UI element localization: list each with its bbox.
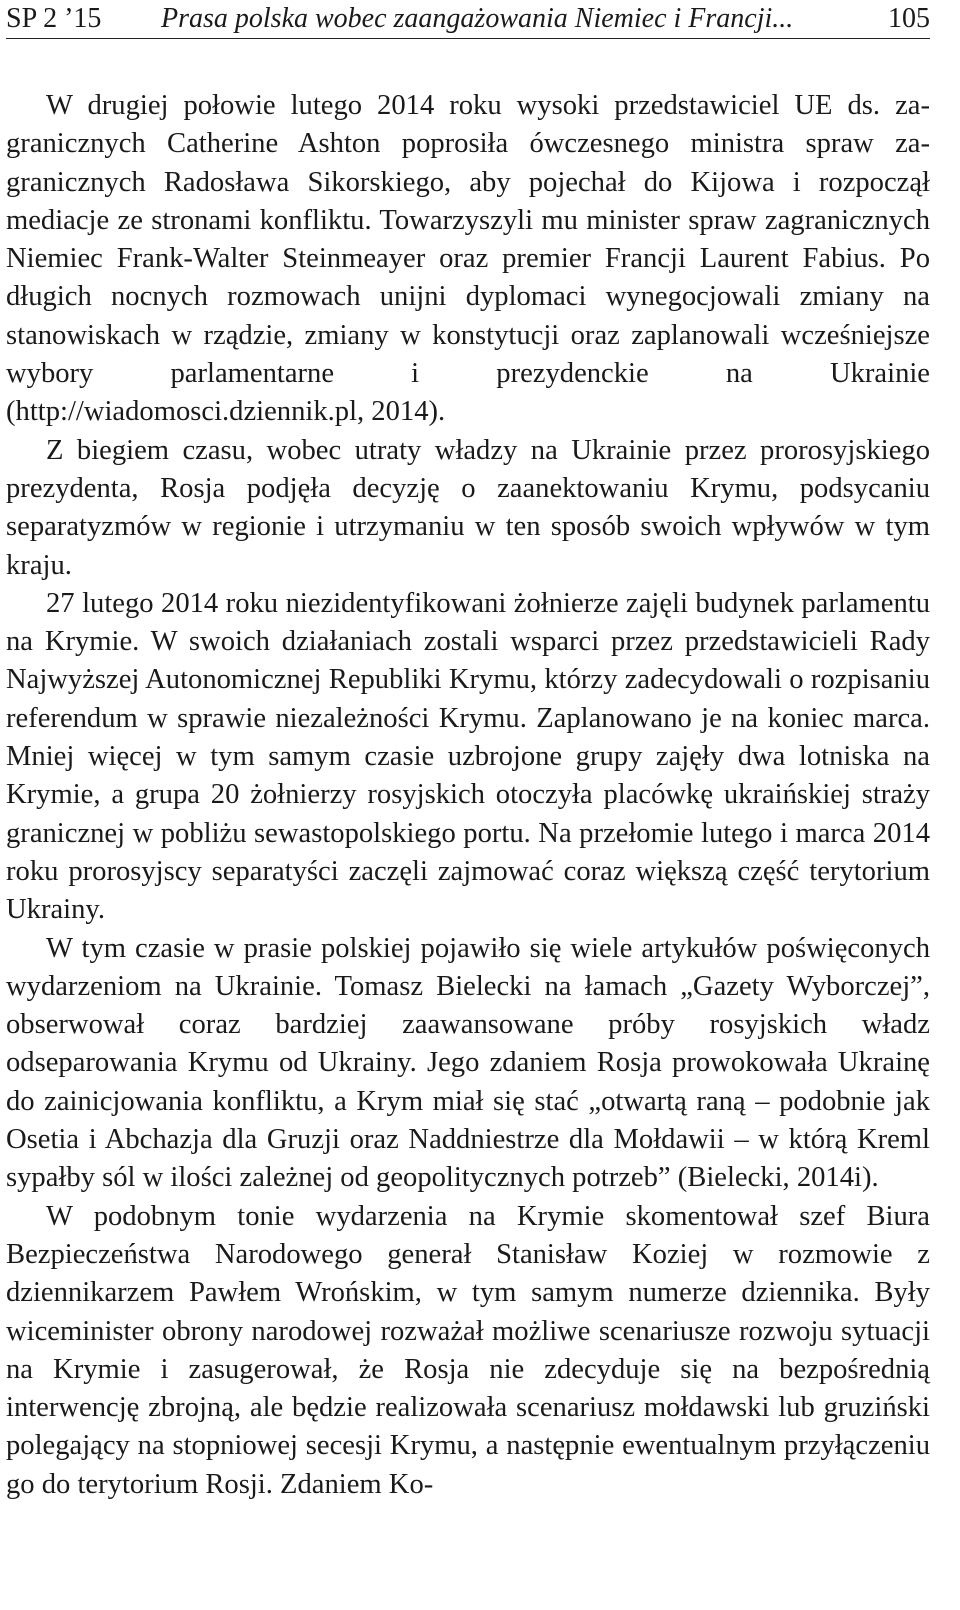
journal-issue: SP 2 ’15 bbox=[6, 3, 102, 34]
paragraph: W podobnym tonie wydarzenia na Krymie skomentował szef Biura Bezpieczeństwa Narodowego generał Stanisław Koziej w rozmowie z dziennikarzem Pawłem Wrońskim, w tym samym numerze dziennika. Były wiceminister obrony narodowej rozważał możliwe scenariusze rozwoju sytuacji na Krymie i zasugerował, że Rosja nie zdecyduje się na bezpośrednią interwencję zbrojną, ale będzie realizowała scenariusz mołdawski lub gruziński polegający na stopniowej secesji Krymu, a następnie ewentualnym przyłączeniu go do terytorium Rosji. Zdaniem Ko- bbox=[6, 1200, 930, 1500]
paragraph: W tym czasie w prasie polskiej pojawiło się wiele artykułów poświęconych wydarzeniom na Ukrainie. Tomasz Bielecki na łamach „Gazety Wyborczej”, obserwował coraz bardziej zaawansowane próby rosyjskich władz odseparowania Krymu od Ukrainy. Jego zdaniem Rosja prowokowała Ukrainę do zainicjowania konfliktu, a Krym miał się stać „otwartą raną – podobnie jak Osetia i Abchazja dla Gruzji oraz Naddniestrze dla Mołdawii – w którą Kreml sypałby sól w ilości zależnej od geopolitycznych potrzeb” (Bielecki, 2014i). bbox=[6, 932, 930, 1194]
paragraph: W drugiej połowie lutego 2014 roku wysoki przedstawiciel UE ds. zagranicznych Catherine Ashton poprosiła ówczesnego ministra spraw zagranicznych Radosława Sikorskiego, aby pojechał do Kijowa i rozpoczął mediacje ze stronami konfliktu. Towarzyszyli mu minister spraw zagranicznych Niemiec Frank-Walter Steinmeayer oraz premier Francji Laurent Fabius. Po długich nocnych rozmowach unijni dyplomaci wynegocjowali zmiany na stanowiskach w rządzie, zmiany w konstytucji oraz zaplanowali wcześniejsze wybory parlamentarne i prezydenckie na Ukrainie (http://wiadomosci.dziennik.pl, 2014). bbox=[6, 90, 930, 428]
page-number: 105 bbox=[888, 3, 930, 34]
paragraph: Z biegiem czasu, wobec utraty władzy na Ukrainie przez prorosyjskiego prezydenta, Rosja podjęła decyzję o zaanektowaniu Krymu, podsycaniu separatyzmów w regionie i utrzymaniu w ten sposób swoich wpływów w tym kraju. bbox=[6, 434, 930, 581]
running-header bbox=[6, 0, 930, 39]
body-text bbox=[6, 87, 930, 1504]
document-page bbox=[6, 0, 930, 1504]
running-title: Prasa polska wobec zaangażowania Niemiec i Francji... bbox=[161, 3, 794, 34]
paragraph: 27 lutego 2014 roku niezidentyfikowani żołnierze zajęli budynek parlamentu na Krymie. W swoich działaniach zostali wsparci przez przedstawicieli Rady Najwyższej Autonomicznej Republiki Krymu, którzy zadecydowali o rozpisaniu referendum w sprawie niezależności Krymu. Zaplanowano je na koniec marca. Mniej więcej w tym samym czasie uzbrojone grupy zajęły dwa lotniska na Krymie, a grupa 20 żołnierzy rosyjskich otoczyła placówkę ukraińskiej straży granicznej w pobliżu sewastopolskiego portu. Na przełomie lutego i marca 2014 roku prorosyjscy separatyści zaczęli zajmować coraz większą część terytorium Ukrainy. bbox=[6, 587, 930, 926]
